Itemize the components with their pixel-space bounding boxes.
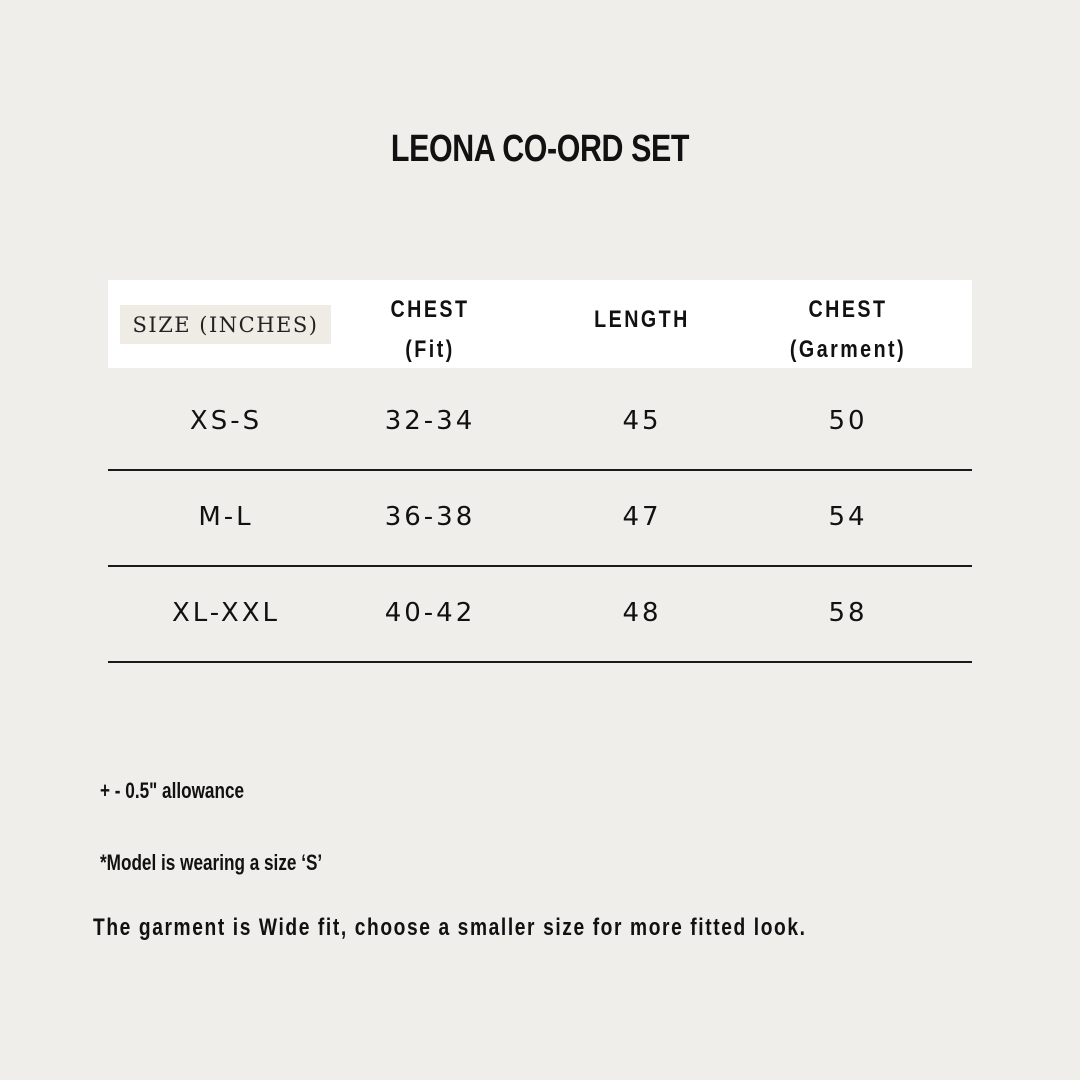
size-cell: XL-XXL (171, 598, 281, 628)
page-title: LEONA CO-ORD SET (390, 128, 690, 170)
chest-garment-header (766, 290, 930, 370)
length-cell: 47 (622, 502, 662, 532)
chest-fit-cell: 32-34 (384, 406, 476, 436)
header-subline: (Garment) (789, 336, 907, 363)
size-cell: M-L (198, 502, 254, 532)
table-row (108, 565, 972, 663)
size-cell: XS-S (189, 406, 263, 436)
table-row (108, 373, 972, 471)
length-cell: 48 (622, 598, 662, 628)
chest-garment-cell: 58 (828, 598, 868, 628)
size-column-header: SIZE (INCHES) (120, 305, 331, 344)
chest-garment-cell: 54 (828, 502, 868, 532)
header-subline: (Fit) (405, 336, 455, 363)
chest-fit-header (348, 290, 512, 370)
length-cell: 45 (622, 406, 662, 436)
header-line: CHEST (808, 296, 888, 323)
header-line: CHEST (390, 296, 470, 323)
table-row (108, 469, 972, 567)
chest-garment-cell: 50 (828, 406, 868, 436)
length-header (560, 300, 724, 340)
chest-fit-cell: 40-42 (384, 598, 476, 628)
header-line: LENGTH (594, 306, 690, 333)
allowance-note: + - 0.5" allowance (100, 778, 245, 803)
fit-note: The garment is Wide fit, choose a smaller size for more fitted look. (93, 914, 807, 941)
chest-fit-cell: 36-38 (384, 502, 476, 532)
model-size-note: *Model is wearing a size ‘S’ (100, 850, 323, 875)
